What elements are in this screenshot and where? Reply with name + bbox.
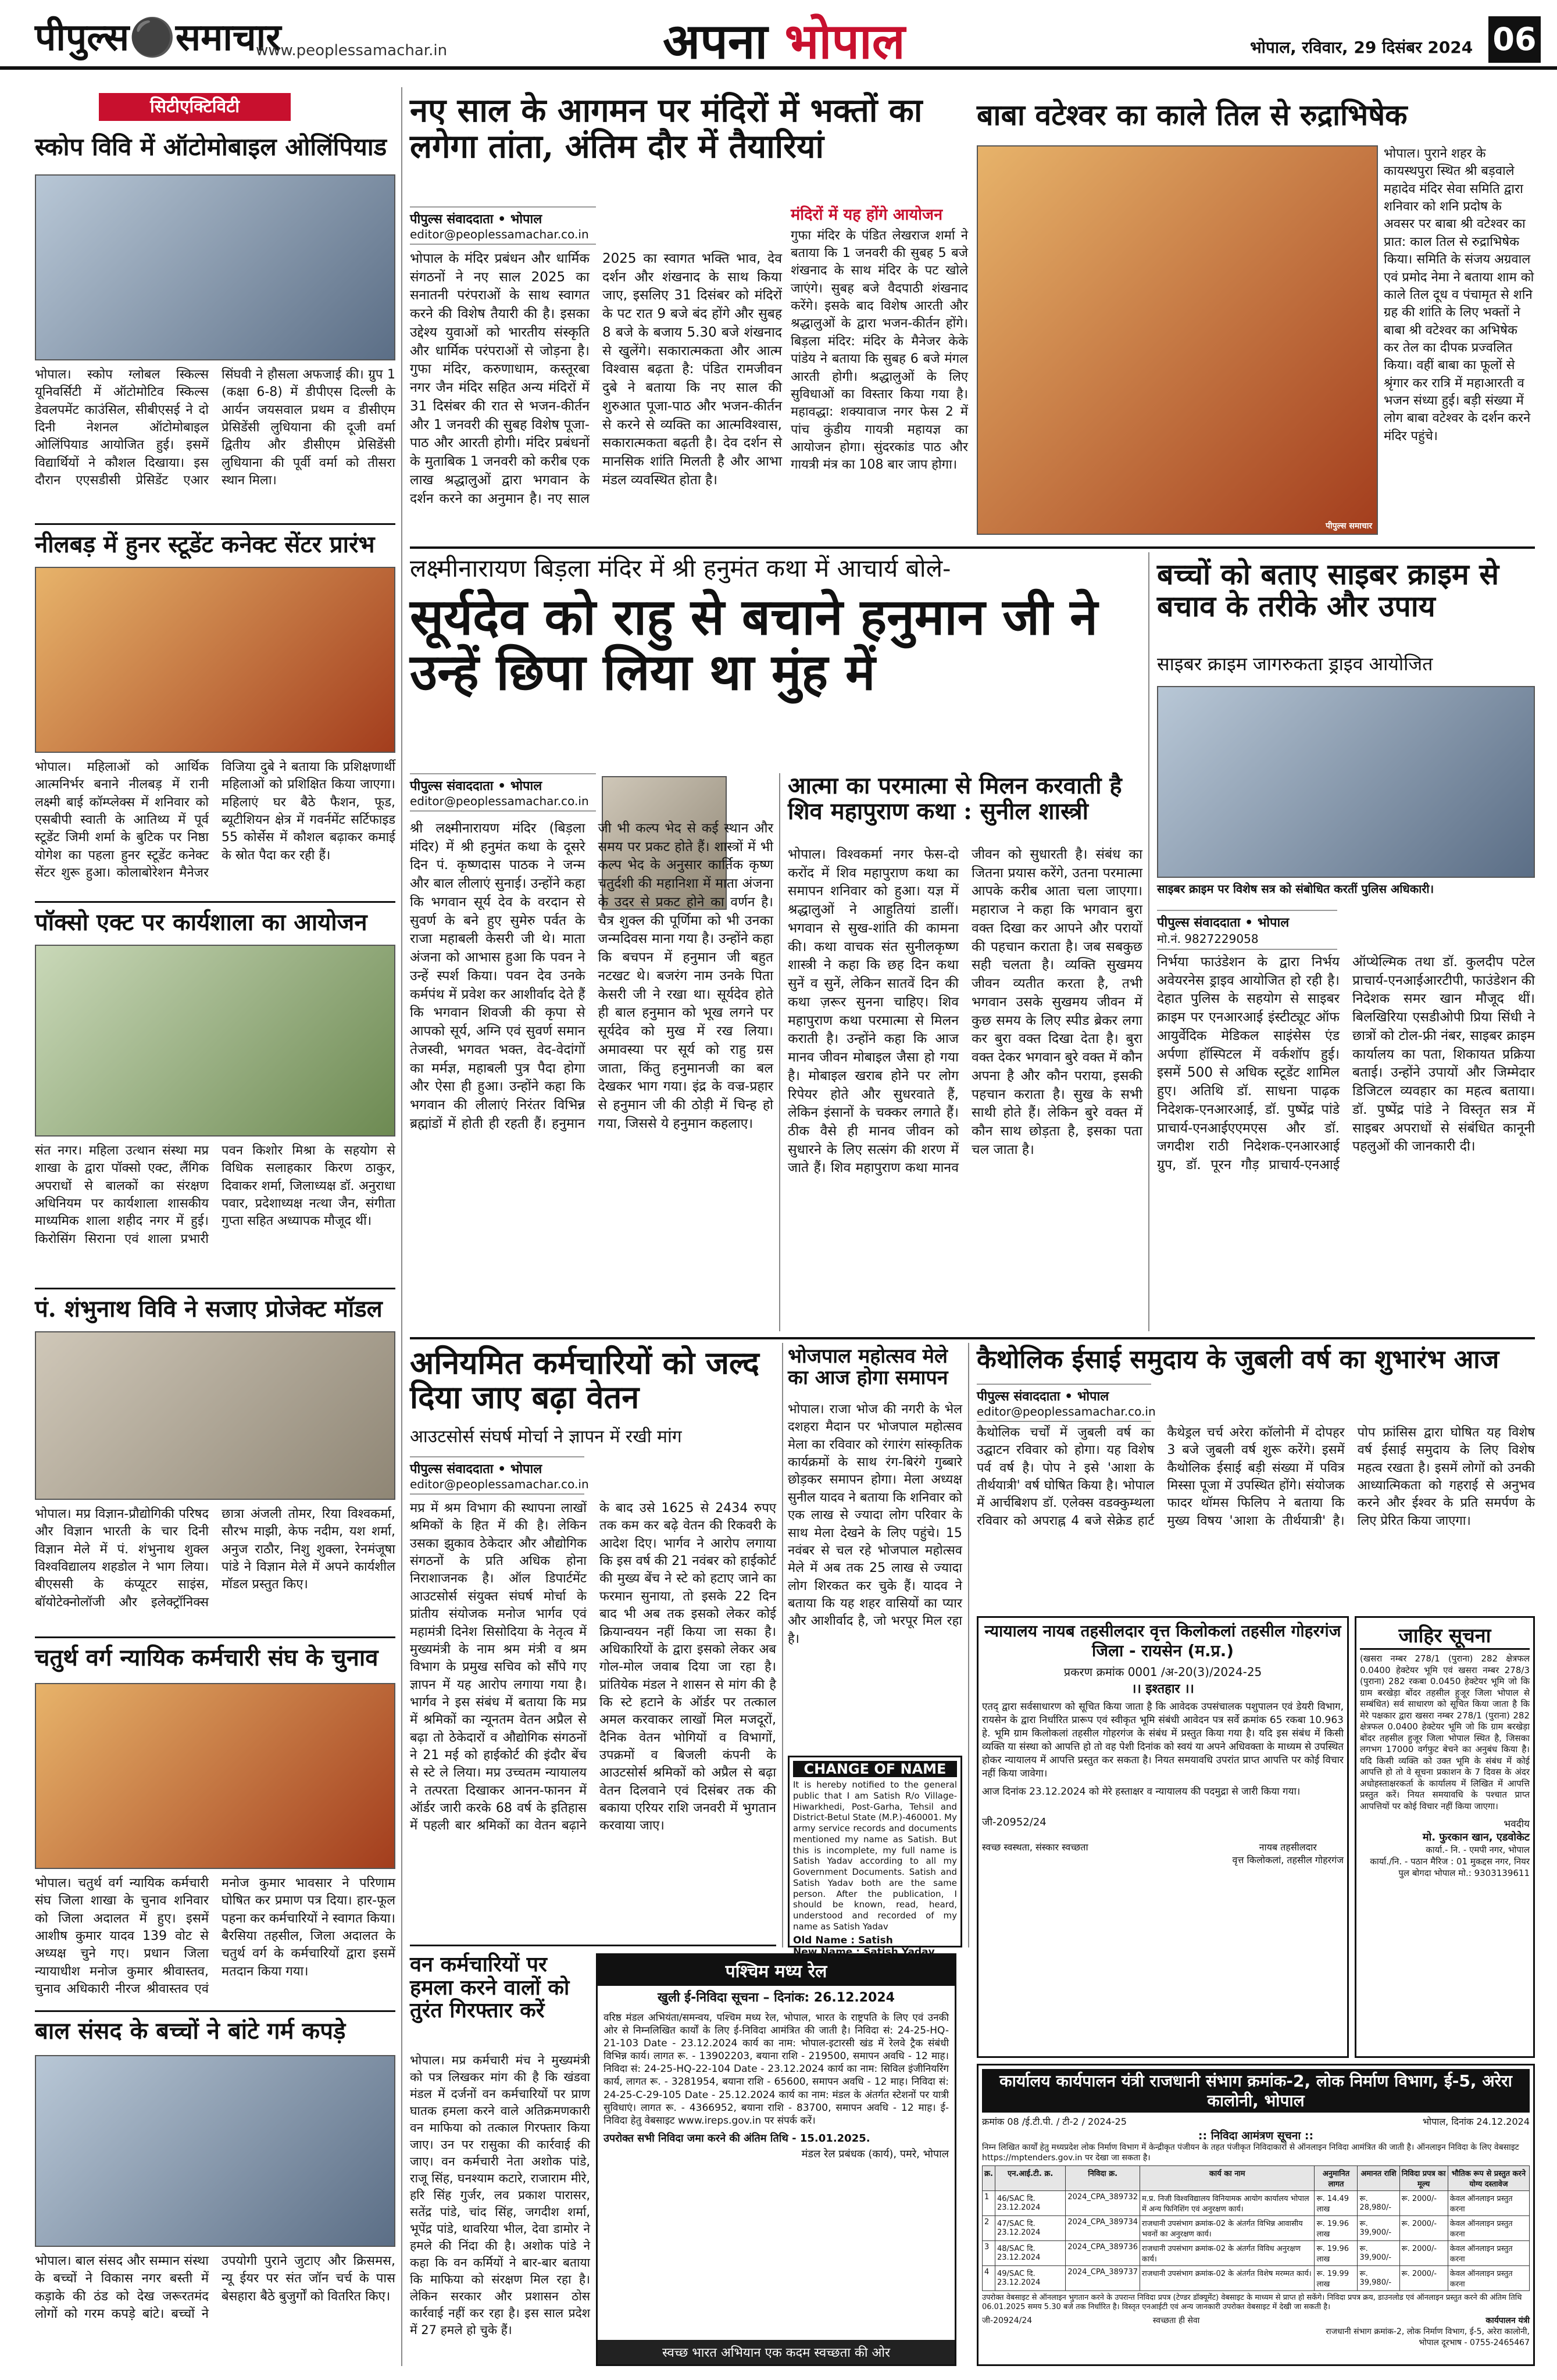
table-cell: रू. 19.96 लाख (1315, 2241, 1358, 2266)
catholic-text: कैथोलिक चर्चों में जुबली वर्ष का उद्घाटन रविवार को होगा। यह विशेष पर्व वर्ष है। पोप ने इसे 'आशा के तीर्थयात्री' वर्ष घोषित किया है। भोपाल में आर्चबिशप डॉ. एलेक्स वडक्कुम्थला रविवार को अपराह्न 4 बजे सेक्रेड हार्ट कैथेड्रल चर्च अरेरा कॉलोनी में दोपहर 3 बजे जुबली वर्ष शुरू करेंगे। इसमें कैथोलिक ईसाई बड़ी संख्या में पवित्र मिस्सा पूजा में उपस्थित होंगे। संयोजक फादर थॉमस फिलिप ने बताया कि मुख्य विषय 'आशा के तीर्थयात्री' है। पोप फ्रांसिस द्वारा घोषित यह विशेष वर्ष ईसाई समुदाय के लिए विशेष महत्व रखता है। इसमें लोगों को उनकी आध्यात्मिकता को गहराई से अनुभव करने और ईश्वर के प्रति समर्पण के लिए प्रेरित किया जाएगा। (977, 1425, 1535, 1528)
nilbad-photo (35, 567, 395, 753)
table-cell: 49/SAC दि. 23.12.2024 (995, 2266, 1065, 2291)
table-row (983, 2241, 1530, 2266)
cyber-sub: साइबर क्राइम जागरुकता ड्राइव आयोजित (1157, 653, 1433, 675)
baba-credit: पीपुल्स समाचार (1326, 521, 1373, 531)
railway-footer: उपरोक्त सभी निविदा जमा करने की अंतिम तिथि - 15.01.2025. (603, 2132, 870, 2145)
table-cell: केवल ऑनलाइन प्रस्तुत करना (1448, 2216, 1529, 2241)
van-text: भोपाल। मप्र कर्मचारी मंच ने मुख्यमंत्री को पत्र लिखकर मांग की है कि खंडवा मंडल में दर्जनों वन कर्मचारियों पर प्राण घातक हमला करने वाले अतिक्रमणकारी वन माफिया को तत्काल गिरफ्तार किया जाए। उन पर रासुका की कार्रवाई की जाए। वन कर्मचारी नेता अशोक पांडे, राजू सिंह, घनश्याम कटारे, राजाराम मीरे, हरि सिंह गुर्जर, लव प्रकाश पारासर, सतेंद्र पांडे, चांद सिंह, जगदीश शर्मा, भूपेंद्र पांडे, थावरिया भील, देवा डामोर ने हमले की निंदा की है। अशोक पांडे ने कहा कि वन कर्मियों ने बार-बार बताया कि माफिया को संरक्षण मिल रहा है। लेकिन सरकार और प्रशासन ठोस कार्रवाई नहीं कर रहा है। इस साल प्रदेश में 27 हमले हो चुके हैं। (410, 2053, 590, 2337)
chaturth-photo (35, 1683, 395, 1869)
table-cell: रू. 14.49 लाख (1315, 2191, 1358, 2216)
pocso-text: संत नगर। महिला उत्थान संस्था मप्र शाखा के द्वारा पॉक्सो एक्ट, लैंगिक अपराधों से बालकों का संरक्षण अधिनियम पर कार्यशाला शासकीय माध्यमिक शाला शहीद नगर में हुई। किरोसिंग सिराना एवं शाला प्रभारी पवन किशोर मिश्रा के सहयोग से विधिक सलाहकार किरण ठाकुर, दिवाकर शर्मा, जिलाध्यक्ष डॉ. अनुराधा पवार, प्रदेशाध्यक्ष नत्था जैन, संगीता गुप्ता सहित अध्यापक मौजूद थीं। (35, 1143, 395, 1246)
pwd-col-header: भौतिक रूप से प्रस्तुत करने योग्य दस्तावेज (1448, 2166, 1529, 2191)
table-cell: 46/SAC दि. 23.12.2024 (995, 2191, 1065, 2216)
hanuman-kicker: लक्ष्मीनारायण बिड़ला मंदिर में श्री हनुमंत कथा में आचार्य बोले- (410, 554, 951, 583)
balsansad-headline: बाल संसद के बच्चों ने बांटे गर्म कपड़े (35, 2017, 346, 2045)
table-cell: 48/SAC दि. 23.12.2024 (995, 2241, 1065, 2266)
divider (35, 2010, 395, 2012)
nayab-sign-right: वृत्त किलोकलां, तहसील गोहरगंज (1232, 1854, 1344, 1866)
table-row (983, 2191, 1530, 2216)
section-title: अपना भोपाल (663, 12, 905, 70)
table-cell: रू. 39,980/- (1358, 2266, 1399, 2291)
nayab-sign-left: स्वच्छ स्वस्थता, संस्कार स्वच्छता (982, 1841, 1088, 1853)
pwd-table-body (983, 2191, 1530, 2291)
change-name-new: New Name : Satish Yadav (793, 1946, 935, 1958)
scope-headline: स्कोप विवि में ऑटोमोबाइल ओलिंपियाड (35, 133, 387, 161)
anniyamit-byline: पीपुल्स संवाददाता • भोपाल editor@peoplessamachar.co.in (410, 1456, 584, 1495)
table-cell: राजधानी उपसंभाग क्रमांक-02 के अंतर्गत विभिन्न आवासीय भवनों का अनुरक्षण कार्य। (1140, 2216, 1315, 2241)
change-name-old: Old Name : Satish (793, 1934, 893, 1946)
divider (410, 546, 1535, 549)
table-row (983, 2266, 1530, 2291)
shiv-headline: आत्मा का परमात्मा से मिलन करवाती है शिव महापुराण कथा : सुनील शास्त्री (788, 772, 1122, 825)
chaturth-headline: चतुर्थ वर्ग न्यायिक कर्मचारी संघ के चुनाव (35, 1644, 378, 1671)
jahir-text: (खसरा नम्बर 278/1 (पुराना) 282 क्षेत्रफल 0.0400 हेक्टेयर भूमि एवं खसरा नम्बर 278/3 (पुराना) 282 रकबा 0.0450 हेक्टेयर भूमि जो कि ग्राम बरखेड़ा बोंदर तहसील हुजूर जिला भोपाल से सम्बंधित) सर्व साधारण को सूचित किया जाता है कि मेरे पक्षकार द्वारा खसरा नम्बर 278/1 (पुराना) 282 क्षेत्रफल 0.0400 हेक्टेयर भूमि जो कि ग्राम बरखेड़ा बोंदर तहसील हुजूर जिला भोपाल स्थित है, जिसका लगभग 17000 वर्गफुट बेचने का अनुबंध किया है। यदि किसी व्यक्ति को उक्त भूमि के संबंध में कोई आपत्ति हो तो वे सूचना प्रकाशन के 7 दिवस के अंदर अधोहस्ताक्षरकर्ता के कार्यालय में लिखित में आपत्ति प्रस्तुत करें। नियत समयावधि के पश्चात प्राप्त आपत्तियों पर कोई विचार नहीं किया जाएगा। (1360, 1653, 1530, 1811)
table-cell: रू. 39,900/- (1358, 2241, 1399, 2266)
pwd-col-header: निविदा क्र. (1066, 2166, 1140, 2191)
newspaper-logo[interactable]: पीपुल्स⚫समाचार (35, 16, 281, 59)
table-cell: म.प्र. निजी विश्वविद्यालय विनियामक आयोग कार्यालय भोपाल में अन्य फिनिशिंग एवं अनुरक्षण कार्य। (1140, 2191, 1315, 2216)
baba-photo (977, 145, 1378, 535)
catholic-headline: कैथोलिक ईसाई समुदाय के जुबली वर्ष का शुभारंभ आज (977, 1345, 1499, 1374)
pwd-col-header: क्र. (983, 2166, 995, 2191)
newyear-sidebar (791, 206, 968, 541)
pwd-tender-table (982, 2165, 1530, 2291)
table-cell: रू. 2000/- (1399, 2191, 1448, 2216)
pwd-sign: राजधानी संभाग क्रमांक-2, लोक निर्माण विभाग, ई-5, अरेरा कालोनी, भोपाल दूरभाष - 0755-2465467 (1326, 2327, 1530, 2347)
utsav-headline: भोजपाल महोत्सव मेले का आज होगा समापन (788, 1345, 948, 1390)
table-cell: 2024_CPA_389736 (1066, 2241, 1140, 2266)
table-cell: रू. 28,980/- (1358, 2191, 1399, 2216)
table-cell: 2024_CPA_389737 (1066, 2266, 1140, 2291)
website-url[interactable]: www.peoplessamachar.in (256, 42, 448, 59)
dateline: भोपाल, रविवार, 29 दिसंबर 2024 (1250, 38, 1473, 57)
balsansad-text: भोपाल। बाल संसद और सम्मान संस्था के बच्चों ने विकास नगर बस्ती में कड़ाके की ठंड को देख जरूरतमंद लोगों को गरम कपड़े बांटे। बच्चों ने उपयोगी पुराने जुटाए और क्रिसमस, न्यू ईयर पर संत जॉन चर्च के पास बेसहारा बैठे बुजुर्गों को वितरित किए। (35, 2254, 395, 2322)
table-cell: 4 (983, 2266, 995, 2291)
change-name-text: It is hereby notified to the general public that I am Satish R/o Village-Hiwarkhedi, Post-Garha, Tehsil and District-Betul State (M.P.)-460001. My army service records and documents mentioned my name as Satish. But this is incomplete, my full name is Satish Yadav according to all my Government Documents. Satish and Satish Yadav both are the same person. After the publication, I should be known, read, heard, understood and recorded of my name as Satish Yadav (793, 1779, 957, 1932)
pwd-tender-ad (977, 2064, 1535, 2366)
page-number: 06 (1488, 16, 1541, 63)
anniyamit-sub: आउटसोर्स संघर्ष मोर्चा ने ज्ञापन में रखी मांग (410, 1427, 682, 1447)
railway-title: पश्चिम मध्य रेल (598, 1955, 955, 1986)
table-row (983, 2216, 1530, 2241)
table-cell: राजधानी उपसंभाग क्रमांक-02 के अंतर्गत विविध अनुरक्षण कार्य। (1140, 2241, 1315, 2266)
table-cell: रू. 19.96 लाख (1315, 2216, 1358, 2241)
shambhunath-photo (35, 1331, 395, 1500)
shiv-text: भोपाल। विश्वकर्मा नगर फेस-दो करोंद में शिव महापुराण कथा का समापन शनिवार को हुआ। यज्ञ में श्रद्धालुओं ने आहुतियां डालीं। भगवान से सुख-शांति की कामना की। कथा वाचक संत सुनीलकृष्ण शास्त्री ने कहा कि छह दिन कथा सुनें व सुनें, लेकिन सातवें दिन की कथा ज़रूर सुनना चाहिए। शिव महापुराण कथा परमात्मा से मिलन कराती है। उन्होंने कहा कि आज मानव जीवन मोबाइल जैसा हो गया है। मोबाइल खराब होने पर लोग रिपेयर होते और सुधरवाते हैं, लेकिन इंसानों के चक्कर लगाते हैं। ठीक वैसे ही मानव जीवन को सुधारने के लिए सत्संग की शरण में जाते हैं। शिव महापुराण कथा मानव जीवन को सुधारती है। संबंध का जितना प्रयास करेंगे, उतना परमात्मा आपके करीब आता चला जाएगा। महाराज ने कहा कि भगवान बुरा वक्त दिखा कर आपने और परायों की पहचान कराता है। जब सबकुछ सही चलता है। व्यक्ति सुखमय जीवन व्यतीत करता है, तभी भगवान उसके सुखमय जीवन में कुछ समय के लिए स्पीड ब्रेकर लगा कर बुरा वक्त दिखा देता है। बुरा वक्त देकर भगवान बुरे वक्त में कौन अपना है और कौन पराया, इसकी पहचान कराता है। सुख के सभी साथी होते हैं। लेकिन बुरे वक्त में कौन साथ छोड़ता है, इसका पता चल जाता है। (788, 847, 1142, 1176)
cyber-caption: साइबर क्राइम पर विशेष सत्र को संबोधित करतीं पुलिस अधिकारी। (1157, 882, 1434, 896)
nayab-text: एतद् द्वारा सर्वसाधारण को सूचित किया जाता है कि आवेदक उपसंचालक पशुपालन एवं डेयरी विभाग, रायसेन के द्वारा निर्धारित प्रारूप एवं स्वीकृत भूमि संबंधी आवेदन पत्र सर्वे क्रमांक 65 रकबा 10.963 हे. भूमि ग्राम किलोकलां तहसील गोहरगंज के संबंध में प्रस्तुत किया गया है। यदि इस संबंध में किसी व्यक्ति या संस्था को आपत्ति हो तो वह पेशी दिनांक को स्वयं या अपने अधिवक्ता के माध्यम से उपस्थित होकर न्यायालय में आपत्ति प्रस्तुत कर सकता है। नियत समयावधि उपरांत प्राप्त आपत्ति पर कोई विचार नहीं किया जावेगा। (982, 1701, 1344, 1779)
scope-photo (35, 174, 395, 360)
jahir-signoff: भवदीय (1504, 1818, 1530, 1830)
column-divider (401, 87, 402, 2366)
pwd-col-header: निविदा प्रपत्र का मूल्य (1399, 2166, 1448, 2191)
newyear-headline: नए साल के आगमन पर मंदिरों में भक्तों का लगेगा तांता, अंतिम दौर में तैयारियां (410, 91, 923, 166)
nayab-case: प्रकरण क्रमांक 0001 /अ-20(3)/2024-25 (1063, 1665, 1262, 1679)
table-cell: रू. 2000/- (1399, 2241, 1448, 2266)
jahir-title: जाहिर सूचना (1360, 1621, 1530, 1650)
nilbad-text: भोपाल। महिलाओं को आर्थिक आत्मनिर्भर बनाने नीलबड़ में रानी लक्ष्मी बाई कॉम्प्लेक्स में शनिवार को एसबीपी स्वाती के आतिथ्य में पूर्व स्टूडेंट जिमी शर्मा के बुटिक पर निष्ठा योगेश का पहला हुनर स्टूडेंट कनेक्ट सेंटर शुरू हुआ। कोलाबोरेशन मैनेजर विजिया दुबे ने बताया कि प्रशिक्षणार्थी महिलाओं को प्रशिक्षित किया जाएगा। महिलाएं घर बैठे फैशन, फूड, ब्यूटीशियन क्षेत्र में गवर्नमेंट सर्टिफाइड 55 कोर्सेस में कौशल बढ़ाकर कमाई के स्रोत पैदा कर रही हैं। (35, 760, 395, 881)
hanuman-headline: सूर्यदेव को राहु से बचाने हनुमान जी ने उन्हें छिपा लिया था मुंह में (410, 588, 1098, 702)
pwd-ref: जी-20924/24 (982, 2315, 1033, 2325)
table-cell: रू. 19.99 लाख (1315, 2266, 1358, 2291)
railway-slogan: स्वच्छ भारत अभियान एक कदम स्वच्छता की ओर (598, 2340, 955, 2364)
table-cell: राजधानी उपसंभाग क्रमांक-02 के अंतर्गत विशेष मरम्मत कार्य। (1140, 2266, 1315, 2291)
divider (35, 523, 395, 525)
jahir-advocate-sub: कार्या.- नि. - एमपी नगर, भोपाल (1426, 1845, 1530, 1855)
newyear-side-title: मंदिरों में यह होंगे आयोजन (791, 206, 943, 224)
table-cell: केवल ऑनलाइन प्रस्तुत करना (1448, 2191, 1529, 2216)
anniyamit-text: मप्र में श्रम विभाग की स्थापना लाखों श्रमिकों के हित में की है। लेकिन उसका झुकाव ठेकेदार और औद्योगिक संगठनों के प्रति अधिक होना निराशाजनक है। ऑल डिपार्टमेंट आउटसोर्स संयुक्त संघर्ष मोर्चा के प्रांतीय संयोजक मनोज भार्गव एवं महामंत्री दिनेश सिसोदिया के नेतृत्व में मुख्यमंत्री के नाम श्रम मंत्री व श्रम विभाग के प्रमुख सचिव को सौंपे गए ज्ञापन में यह आरोप लगाया गया है। भार्गव ने इस संबंध में बताया कि मप्र में श्रमिकों का न्यूनतम वेतन अप्रैल से बढ़ा तो ठेकेदारों व औद्योगिक संगठनों ने 21 मई को हाईकोर्ट की इंदौर बेंच से स्टे ले लिया। मप्र उच्चतम न्यायालय ने तत्परता दिखाकर आनन-फानन में ऑर्डर जारी करके 68 वर्ष के इतिहास में पहली बार श्रमिकों का वेतन बढ़ाने के बाद उसे 1625 से 2434 रुपए तक कम कर बढ़े वेतन की रिकवरी के आदेश दिए। भार्गव ने आरोप लगाया कि इस वर्ष की 21 नवंबर को हाईकोर्ट की मुख्य बेंच ने स्टे को हटाए जाने का फरमान सुनाया, तो इसके 22 दिन बाद भी अब तक इसको लेकर कोई क्रियान्वयन नहीं किया जा सका है। अधिकारियों के द्वारा इसको लेकर अब गोल-मोल जवाब दिया जा रहा है। प्रांतियेक मंडल ने शासन से मांग की है कि स्टे हटाने के ऑर्डर पर तत्काल अमल करवाकर लाखों मिल मजदूरों, दैनिक वेतन भोगियों व विभागों, उपक्रमों व बिजली कंपनी के आउटसोर्स श्रमिकों को अप्रैल से बढ़ा वेतन दिलवाने एवं दिसंबर तक की बकाया एरियर राशि जनवरी में भुगतान करवाया जाए। (410, 1501, 776, 1834)
pwd-title: कार्यालय कार्यपालन यंत्री राजधानी संभाग क्रमांक-2, लोक निर्माण विभाग, ई-5, अरेरा कालोनी, भोपाल (982, 2069, 1530, 2113)
change-name-title: CHANGE OF NAME (793, 1761, 957, 1777)
railway-ref: मंडल रेल प्रबंधक (कार्य), पमरे, भोपाल (801, 2148, 949, 2161)
table-cell: रू. 2000/- (1399, 2216, 1448, 2241)
column-divider (779, 773, 780, 1331)
table-cell: केवल ऑनलाइन प्रस्तुत करना (1448, 2266, 1529, 2291)
pwd-col-header: अनुमानित लागत (1315, 2166, 1358, 2191)
column-divider (782, 1343, 783, 1947)
table-cell: 2024_CPA_389734 (1066, 2216, 1140, 2241)
nilbad-headline: नीलबड़ में हुनर स्टूडेंट कनेक्ट सेंटर प्रारंभ (35, 531, 375, 558)
divider (35, 1636, 395, 1638)
pwd-footer-text: उपरोक्त वेबसाइट से ऑनलाइन भुगतान करने के उपरान्त निविदा प्रपत्र (टेण्डर डॉक्यूमेंट) वेबसाइट के माध्यम से प्राप्त हो सकेंगे। निविदा प्रपत्र क्रय, डाउनलोड एवं ऑनलाइन प्रस्तुत करने की अंतिम तिथि 06.01.2025 समय 5.30 बजे तक निर्धारित है। विस्तृत एनआईटी एवं अन्य जानकारी उपरोक्त वेबसाइट में देखी जा सकती है। (982, 2293, 1522, 2312)
cyber-text: निर्भया फाउंडेशन के द्वारा निर्भय अवेयरनेस ड्राइव आयोजित हो रही है। देहात पुलिस के सहयोग से साइबर क्राइम पर एनआरआई इंस्टीट्यूट ऑफ आयुर्वेदिक मेडिकल साइंसेस एंड अर्पणा हॉस्पिटल में वर्कशॉप हुई। इसमें 500 से अधिक स्टूडेंट शामिल हुए। अतिथि डॉ. साधना पाढ़क निदेशक-एनआरआई, डॉ. पुष्पेंद्र पांडे प्राचार्य-एनआईएएमएस और डॉ. जगदीश राठी निदेशक-एनआरआई ग्रुप, डॉ. पूरन गौड़ प्राचार्य-एनआई ऑप्थेल्मिक तथा डॉ. कुलदीप पटेल प्राचार्य-एनआईआरटीपी, फाउंडेशन की निदेशक समर खान मौजूद थीं। बिलखिरिया एसडीओपी प्रिया सिंधी ने छात्रों को टोल-फ्री नंबर, साइबर क्राइम कार्यालय का पता, शिकायत प्रक्रिया बताई। उन्होंने उपायों और जिम्मेदार डिजिटल व्यवहार का महत्व बताया। डॉ. पुष्पेंद्र पांडे ने विस्तृत सत्र में साइबर अपराधों से संबंधित कानूनी पहलुओं की जानकारी दी। (1157, 955, 1535, 1173)
table-cell: 2 (983, 2216, 995, 2241)
table-cell: 3 (983, 2241, 995, 2266)
shambhunath-headline: पं. शंभुनाथ विवि ने सजाए प्रोजेक्ट मॉडल (35, 1295, 383, 1323)
table-cell: रू. 39,900/- (1358, 2216, 1399, 2241)
pwd-notice: :: निविदा आमंत्रण सूचना :: (1198, 2129, 1314, 2143)
nayab-tehsildar-ad (977, 1616, 1349, 2058)
table-cell: रू. 2000/- (1399, 2266, 1448, 2291)
change-of-name-ad (788, 1756, 962, 1958)
railway-text: वरिष्ठ मंडल अभियंता/समन्वय, पश्चिम मध्य रेल, भोपाल, भारत के राष्ट्रपति के लिए एवं उनकी ओर से निम्नलिखित कार्यों के लिए ई-निविदा आमंत्रित की जाती है। निविदा सं: 24-25-HQ-21-103 Date - 23.12.2024 कार्य का नाम: भोपाल-इटारसी खंड में रेलवे ट्रैक संबंधी विभिन्न कार्य। लागत रू. - 13902203, बयाना राशि - 219500, समापन अवधि - 12 माह। निविदा सं: 24-25-HQ-22-104 Date - 23.12.2024 कार्य का नाम: सिविल इंजीनियरिंग कार्य, लागत रू. - 3281954, बयाना राशि - 65600, समापन अवधि - 12 माह। निविदा सं: 24-25-C-29-105 Date - 25.12.2024 कार्य का नाम: मंडल के अंतर्गत स्टेशनों पर यात्री सुविधाएं। लागत रू. - 4366952, बयाना राशि - 83700, समापन अवधि - 12 माह। ई-निविदा हेतु वेबसाइट www.ireps.gov.in पर संपर्क करें। (603, 2012, 949, 2127)
baba-headline: बाबा वटेश्वर का काले तिल से रुद्राभिषेक (977, 98, 1408, 132)
newyear-text: भोपाल के मंदिर प्रबंधन और धार्मिक संगठनों ने नए साल 2025 का सनातनी परंपराओं के साथ स्वागत करने की विशेष तैयारी की है। इसका उद्देश्य युवाओं को भारतीय संस्कृति और धार्मिक परंपराओं से जोड़ना है। गुफा मंदिर, करुणाधाम, कस्तूरबा नगर जैन मंदिर सहित अन्य मंदिरों में 31 दिसंबर की रात से भजन-कीर्तन और 1 जनवरी की सुबह विशेष पूजा-पाठ और आरती होगी। मंदिर प्रबंधनों के मुताबिक 1 जनवरी को करीब एक लाख श्रद्धालुओं द्वारा भगवान के दर्शन करने का अनुमान है। नए साल 2025 का स्वागत भक्ति भाव, देव दर्शन और शंखनाद के साथ किया जाए, इसलिए 31 दिसंबर को मंदिरों के पट रात 9 बजे बंद होंगे और सुबह 8 बजे के बजाय 5.30 बजे शंखनाद से खुलेंगे। सकारात्मकता और आत्म विश्वास बढ़ता है: पंडित रामजीवन दुबे ने बताया कि नए साल की शुरुआत पूजा-पाठ और भजन-कीर्तन से करने से व्यक्ति का आत्मविश्वास, सकारात्मकता बढ़ती है। देव दर्शन से मानसिक शांति मिलती है और आभा मंडल व्यवस्थित होता है। (410, 251, 782, 506)
column-divider (1148, 552, 1149, 1331)
van-headline: वन कर्मचारियों पर हमला करने वालों को तुरंत गिरफ्तार करें (410, 1952, 570, 2023)
masthead (0, 0, 1557, 70)
divider (35, 901, 395, 903)
newyear-side-text: गुफा मंदिर के पंडित लेखराज शर्मा ने बताया कि 1 जनवरी की सुबह 5 बजे शंखनाद के साथ मंदिर के पट खोले जाएंगे। सुबह बजे वैदपाठी शंखनाद करेंगे। इसके बाद विशेष आरती और श्रद्धालुओं के द्वारा भजन-कीर्तन होंगे। बिड़ला मंदिर: मंदिर के मैनेजर केके पांडेय ने बताया कि सुबह 6 बजे मंगल आरती होगी। श्रद्धालुओं के लिए सुविधाओं का विस्तार किया गया है। महावद्धा: शक्यावाज नगर फेस 2 में पांच कुंडीय गायत्री महायज्ञ का आयोजन होगा। सुंदरकांड पाठ और गायत्री मंत्र का 108 बार जाप होगा। (791, 228, 968, 473)
hanuman-byline: पीपुल्स संवाददाता • भोपाल editor@peoplessamachar.co.in (410, 773, 596, 812)
table-cell: 2024_CPA_389732 (1066, 2191, 1140, 2216)
pwd-col-header: कार्य का नाम (1140, 2166, 1315, 2191)
jahir-suchna-ad (1355, 1616, 1535, 2058)
pwd-col-header: अमानत राशि (1358, 2166, 1399, 2191)
city-activity-tag: सिटीएक्टिविटी (99, 93, 291, 121)
cyber-headline: बच्चों को बताए साइबर क्राइम से बचाव के तरीके और उपाय (1157, 557, 1499, 623)
nayab-sign-title: नायब तहसीलदार (1259, 1841, 1317, 1853)
jahir-advocate: मो. फुरकान खान, एडवोकेट (1422, 1831, 1530, 1843)
utsav-text: भोपाल। राजा भोज की नगरी के भेल दशहरा मैदान पर भोजपाल महोत्सव मेला का रविवार को रंगारंग सांस्कृतिक कार्यक्रमों के साथ रंग-बिरंगे गुब्बारे छोड़कर समापन होगा। मेला अध्यक्ष सुनील यादव ने बताया कि शनिवार को एक लाख से ज्यादा लोग परिवार के साथ मेला देखने के लिए पहुंचे। 15 नवंबर से चल रहे भोजपाल महोत्सव मेले में अब तक 25 लाख से ज्यादा लोग शिरकत कर चुके हैं। यादव ने बताया कि यह शहर वासियों का प्यार और आशीर्वाद है, जो भरपूर मिल रहा है। (788, 1402, 962, 1646)
scope-text: भोपाल। स्कोप ग्लोबल स्किल्स यूनिवर्सिटी में ऑटोमोटिव स्किल्स डेवलपमेंट काउंसिल, सीबीएसई ने दो दिनी नेशनल ऑटोमोबाइल ओलिंपियाड आयोजित हुई। इसमें विद्यार्थियों ने कौशल दिखाया। इस दौरान एएसडीसी प्रेसिडेंट एआर सिंघवी ने हौसला अफजाई की। ग्रुप 1 (कक्षा 6-8) में डीपीएस दिल्ली के आर्यन जयसवाल प्रथम व डीसीएम प्रेसिडेंसी लुधियाना की दूजी वर्मा द्वितीय और डीसीएम प्रेसिडेंसी लुधियाना की पूर्वी वर्मा को तीसरा स्थान मिला। (35, 367, 395, 488)
nayab-footer: आज दिनांक 23.12.2024 को मेरे हस्ताक्षर व न्यायालय की पदमुद्रा से जारी किया गया। (982, 1785, 1301, 1797)
balsansad-photo (35, 2055, 395, 2247)
table-cell: केवल ऑनलाइन प्रस्तुत करना (1448, 2241, 1529, 2266)
catholic-byline: पीपुल्स संवाददाता • भोपाल editor@peoplessamachar.co.in (977, 1384, 1151, 1422)
pwd-sign-title: कार्यपालन यंत्री (1485, 2315, 1530, 2325)
pwd-ref-left: क्रमांक 08 /ई.टी.पी. / टी-2 / 2024-25 (982, 2116, 1127, 2128)
pwd-ref-right: भोपाल, दिनांक 24.12.2024 (1422, 2116, 1530, 2128)
railway-tender-ad (596, 1953, 956, 2366)
table-cell: 47/SAC दि. 23.12.2024 (995, 2216, 1065, 2241)
pwd-intro: निम्न लिखित कार्यों हेतु मध्यप्रदेश लोक निर्माण विभाग में केन्द्रीकृत पंजीयन के तहत पंजीकृत निविदाकारों से ऑनलाइन निविदा आमंत्रित की जाती है। ऑनलाइन निविदा के लिए वेबसाइट https://mptenders.gov.in पर देखा जा सकता है। (982, 2143, 1519, 2163)
cyber-photo (1157, 686, 1535, 878)
cyber-byline: पीपुल्स संवाददाता • भोपाल मो.नं. 9827229058 (1157, 910, 1337, 950)
pwd-col-header: एन.आई.टी. क्र. (995, 2166, 1065, 2191)
table-cell: 1 (983, 2191, 995, 2216)
hanuman-text: श्री लक्ष्मीनारायण मंदिर (बिड़ला मंदिर) में श्री हनुमंत कथा के दूसरे दिन पं. कृष्णदास पाठक ने जन्म और बाल लीलाएं सुनाई। उन्होंने कहा कि भगवान सूर्य देव के वरदान से सुवर्ण के बने हुए सुमेरु पर्वत के राजा महाबली केसरी जी थे। माता अंजना को आभास हुआ कि पवन ने उन्हें स्पर्श किया। पवन देव उनके कर्मपंथ में प्रवेश कर आशीर्वाद देते हैं कि भगवान शिवजी की कृपा से आपको सूर्य, अग्नि एवं सुवर्ण समान तेजस्वी, भगवत भक्त, वेद-वेदांगों का मर्मज्ञ, महाबली पुत्र पैदा होगा और ऐसा ही हुआ। उन्होंने कहा कि भगवान की लीलाएं निरंतर विभिन्न ब्रह्मांडों में होती ही रहती हैं। हनुमान जी भी कल्प भेद से कई स्थान और समय पर प्रकट होते हैं। शास्त्रों में भी कल्प भेद के अनुसार कार्तिक कृष्ण चतुर्दशी की महानिशा में माता अंजना के उदर से प्रकट होने का वर्णन है। चैत्र शुक्ल की पूर्णिमा को भी उनका जन्मदिवस माना गया है। उन्होंने कहा कि बचपन में हनुमान जी बहुत नटखट थे। बजरंग नाम उनके पिता केसरी जी ने रखा था। सूर्यदेव होते ही बाल हनुमान को भूख लगने पर सूर्यदेव को मुख में रख लिया। अमावस्या पर सूर्य को राहु ग्रस जाता, किंतु हनुमानजी का बल देखकर भाग गया। इंद्र के वज्र-प्रहार से हनुमान जी की ठोड़ी में चिन्ह हो गया, जिससे ये हनुमान कहलाए। (410, 821, 773, 1131)
pocso-headline: पॉक्सो एक्ट पर कार्यशाला का आयोजन (35, 909, 367, 936)
divider (410, 1945, 776, 1946)
pwd-table-header (983, 2166, 1530, 2191)
baba-text: भोपाल। पुराने शहर के कायस्थपुरा स्थित श्री बड़वाले महादेव मंदिर सेवा समिति द्वारा शनिवार को शनि प्रदोष के अवसर पर बाबा श्री वटेश्वर का प्रात: काल तिल से रुद्राभिषेक किया। समिति के संजय अग्रवाल एवं प्रमोद नेमा ने बताया शाम को काले तिल दूध व पंचामृत से शनि ग्रह की शांति के लिए भक्तों ने बाबा श्री वटेश्वर का अभिषेक कर तेल का दीपक प्रज्वलित किया। वहीं बाबा का फूलों से श्रृंगार कर रात्रि में महाआरती व भजन संध्या हुई। बड़ी संख्या में लोग बाबा वटेश्वर के दर्शन करने मंदिर पहुंचे। (1384, 146, 1534, 444)
jahir-address: कार्या./नि. - पठान मैरिज : 01 मुकद्दस नगर, नियर पुल बोगदा भोपाल मो.: 9303139611 (1370, 1856, 1530, 1878)
pocso-photo (35, 945, 395, 1137)
nayab-ref: जी-20952/24 (982, 1816, 1047, 1828)
shambhunath-text: भोपाल। मप्र विज्ञान-प्रौद्योगिकी परिषद और विज्ञान भारती के चार दिनी विज्ञान मेले में पं. शंभुनाथ शुक्ल विश्वविद्यालय शहडोल ने भाग लिया। बीएससी के कंप्यूटर साइंस, बॉयोटेक्नोलॉजी और इलेक्ट्रॉनिक्स छात्रा अंजली तोमर, रिया विश्वकर्मा, सौरभ माझी, केफ नदीम, यश शर्मा, अनुज राठौर, निशु शुक्ला, रेनमंजूषा पांडे ने विज्ञान मेले में अपने कार्यशील मॉडल प्रस्तुत किए। (35, 1507, 395, 1610)
pwd-slogan: स्वच्छता ही सेवा (1152, 2315, 1200, 2325)
chaturth-text: भोपाल। चतुर्थ वर्ग न्यायिक कर्मचारी संघ जिला शाखा के चुनाव शनिवार को जिला अदालत में हुए। इसमें आशीष कुमार यादव 139 वोट से अध्यक्ष चुने गए। प्रधान जिला न्यायाधीश मनोज कुमार श्रीवास्तव, चुनाव अधिकारी नीरज श्रीवास्तव एवं मनोज कुमार भावसार ने परिणाम घोषित कर प्रमाण पत्र दिया। हार-फूल पहना कर कर्मचारियों ने स्वागत किया। बैरसिया तहसील, जिला अदालत के चतुर्थ वर्ग के कर्मचारियों द्वारा इसमें मतदान किया गया। (35, 1876, 395, 1997)
nayab-title: न्यायालय नायब तहसीलदार वृत्त किलोकलां तहसील गोहरगंज जिला - रायसेन (म.प्र.) (984, 1621, 1341, 1660)
anniyamit-headline: अनियमित कर्मचारियों को जल्द दिया जाए बढ़ा वेतन (410, 1344, 759, 1416)
nayab-label: ।। इश्तहार ।। (1131, 1682, 1194, 1697)
column-divider (968, 1343, 969, 1947)
divider (410, 1337, 1535, 1339)
railway-sub: खुली ई-निविदा सूचना – दिनांक: 26.12.2024 (658, 1991, 895, 2005)
newyear-byline: पीपुल्स संवाददाता • भोपाल editor@peoplessamachar.co.in (410, 206, 596, 245)
divider (35, 1288, 395, 1289)
